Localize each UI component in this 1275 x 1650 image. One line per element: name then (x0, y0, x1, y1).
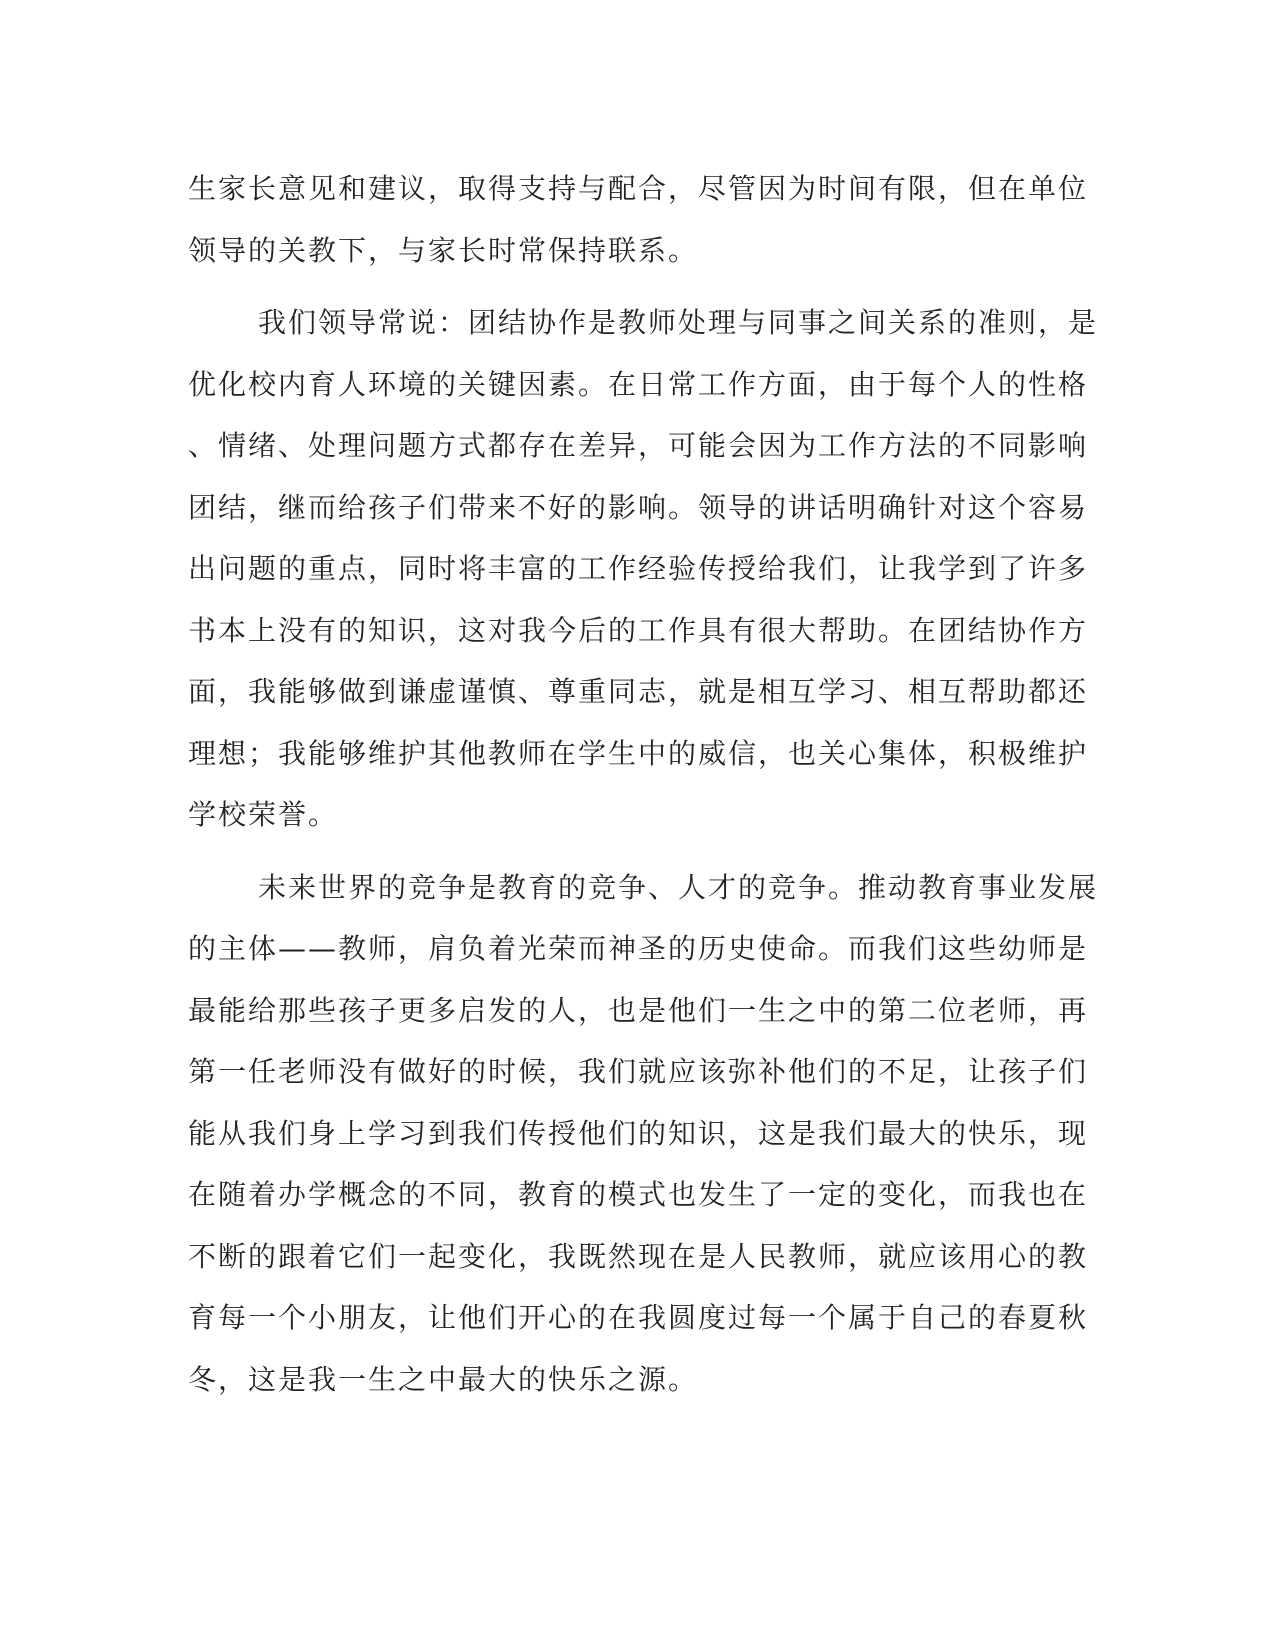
paragraph-line: 书本上没有的知识，这对我今后的工作具有很大帮助。在团结协作方 (188, 613, 1089, 647)
paragraph-3 (188, 857, 1099, 1411)
paragraph-line: 冬，这是我一生之中最大的快乐之源。 (188, 1362, 699, 1396)
paragraph-line: 学校荣誉。 (188, 798, 339, 831)
paragraph-line: 优化校内育人环境的关键因素。在日常工作方面，由于每个人的性格 (188, 367, 1089, 401)
paragraph-line: 领导的关教下，与家长时常保持联系。 (188, 233, 699, 267)
paragraph-line: 的主体——教师，肩负着光荣而神圣的历史使命。而我们这些幼师是 (188, 932, 1089, 965)
paragraph-line: 未来世界的竞争是教育的竞争、人才的竞争。推动教育事业发展 (258, 870, 1099, 904)
paragraph-line: 我们领导常说：团结协作是教师处理与同事之间关系的准则，是 (258, 306, 1099, 339)
document-body (188, 158, 1099, 1410)
paragraph-line: 理想；我能够维护其他教师在学生中的威信，也关心集体，积极维护 (188, 736, 1089, 770)
paragraph-line: 、情绪、处理问题方式都存在差异，可能会因为工作方法的不同影响 (188, 429, 1089, 462)
paragraph-2 (188, 292, 1099, 846)
paragraph-1 (188, 158, 1089, 281)
paragraph-line: 不断的跟着它们一起变化，我既然现在是人民教师，就应该用心的教 (188, 1239, 1089, 1273)
paragraph-line: 出问题的重点，同时将丰富的工作经验传授给我们，让我学到了许多 (188, 552, 1089, 585)
paragraph-line: 在随着办学概念的不同，教育的模式也发生了一定的变化，而我也在 (188, 1178, 1089, 1211)
paragraph-line: 育每一个小朋友，让他们开心的在我圆度过每一个属于自己的春夏秋 (188, 1301, 1089, 1334)
paragraph-line: 生家长意见和建议，取得支持与配合，尽管因为时间有限，但在单位 (188, 172, 1089, 205)
paragraph-line: 团结，继而给孩子们带来不好的影响。领导的讲话明确针对这个容易 (188, 490, 1089, 524)
paragraph-line: 能从我们身上学习到我们传授他们的知识，这是我们最大的快乐，现 (188, 1116, 1089, 1150)
paragraph-line: 面，我能够做到谦虚谨慎、尊重同志，就是相互学习、相互帮助都还 (188, 675, 1089, 708)
paragraph-line: 第一任老师没有做好的时候，我们就应该弥补他们的不足，让孩子们 (188, 1055, 1089, 1088)
paragraph-line: 最能给那些孩子更多启发的人，也是他们一生之中的第二位老师，再 (188, 993, 1089, 1027)
